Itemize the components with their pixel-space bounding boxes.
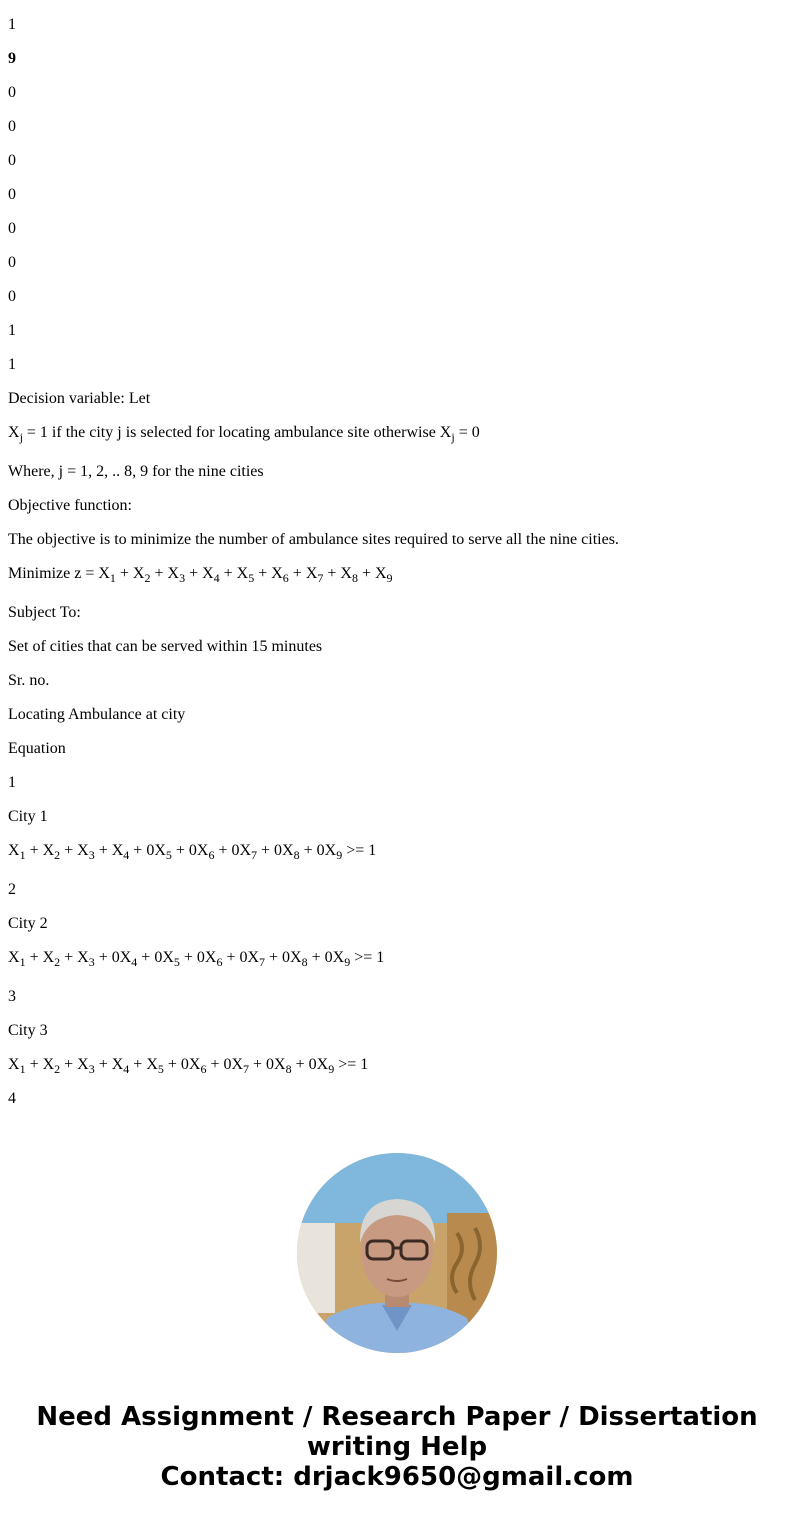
equation-subscript: 9 <box>328 1062 335 1076</box>
equation-subscript: 3 <box>88 848 95 862</box>
equation-subscript: 6 <box>282 571 289 585</box>
equation-subscript: 1 <box>19 848 26 862</box>
equation-term: + 0X <box>265 949 302 966</box>
help-banner <box>0 1402 794 1492</box>
decision-definition: $X_j = 1$ if the city j is selected for locating ambulance site otherwise $X_j = 0$ <box>8 424 480 444</box>
equation-subscript: 7 <box>259 955 266 969</box>
banner-contact: Contact: drjack9650@gmail.com <box>160 1462 634 1492</box>
equation-subscript: 8 <box>285 1062 292 1076</box>
equation-term: + 0X <box>179 949 217 966</box>
equation-subscript: 2 <box>54 1062 61 1076</box>
equation-term: + X <box>323 565 352 582</box>
equation-term: + 0X <box>257 842 294 859</box>
column-sr-no: Sr. no. <box>8 672 50 689</box>
equation-term: + X <box>150 565 180 582</box>
equation-subscript: 6 <box>216 955 223 969</box>
top-value: 0 <box>8 254 16 271</box>
equation-term: X <box>8 842 20 859</box>
subject-to-heading: Subject To: <box>8 604 81 621</box>
equation-term: + X <box>60 842 89 859</box>
row-sr-no: 2 <box>8 881 16 898</box>
top-value: 0 <box>8 220 16 237</box>
top-value: 0 <box>8 118 16 135</box>
row-sr-no: 3 <box>8 988 16 1005</box>
equation-subscript: 3 <box>88 955 95 969</box>
equation-term: + 0X <box>214 842 252 859</box>
top-value: 0 <box>8 84 16 101</box>
equation-subscript: 5 <box>157 1062 164 1076</box>
equation-term: + 0X <box>299 842 337 859</box>
equation-term: + X <box>288 565 318 582</box>
equation-subscript: 7 <box>317 571 324 585</box>
equation-term: + X <box>25 1056 55 1073</box>
objective-text: The objective is to minimize the number of ambulance sites required to serve all the nine cities. <box>8 531 619 548</box>
equation-term: X <box>8 949 20 966</box>
top-value: 0 <box>8 288 16 305</box>
equation-term: + X <box>94 1056 124 1073</box>
equation-subscript: 5 <box>173 955 180 969</box>
equation-term: + 0X <box>94 949 132 966</box>
equation-term: + 0X <box>307 949 345 966</box>
decision-where: Where, j = 1, 2, .. 8, 9 for the nine cities <box>8 463 264 480</box>
equation-subscript: 5 <box>248 571 255 585</box>
equation-subscript: 9 <box>386 571 393 585</box>
top-value: 1 <box>8 356 16 373</box>
column-locating: Locating Ambulance at city <box>8 706 186 723</box>
decision-heading: Decision variable: Let <box>8 390 151 407</box>
equation-term: + X <box>129 1056 158 1073</box>
equation-term: + 0X <box>291 1056 329 1073</box>
equation-term: + X <box>185 565 214 582</box>
row-sr-no: 4 <box>8 1090 16 1107</box>
author-photo <box>297 1153 497 1353</box>
equation-subscript: 3 <box>179 571 186 585</box>
equation-term: + X <box>219 565 249 582</box>
equation-subscript: 8 <box>351 571 358 585</box>
equation-subscript: 5 <box>165 848 172 862</box>
equation-subscript: 2 <box>144 571 151 585</box>
equation-subscript: 1 <box>19 955 26 969</box>
equation-subscript: 6 <box>200 1062 207 1076</box>
row-city: City 3 <box>8 1022 48 1039</box>
equation-subscript: 9 <box>336 848 343 862</box>
equation-term: + 0X <box>249 1056 286 1073</box>
equation-term: + 0X <box>137 949 174 966</box>
equation-term: + X <box>60 1056 89 1073</box>
top-value: 1 <box>8 322 16 339</box>
equation-subscript: 4 <box>123 848 130 862</box>
equation-term: + 0X <box>163 1056 201 1073</box>
objective-heading: Objective function: <box>8 497 132 514</box>
equation-term: + 0X <box>129 842 166 859</box>
equation-subscript: 7 <box>251 848 258 862</box>
document-body <box>8 0 788 1124</box>
banner-line: Need Assignment / Research Paper / Dissertation <box>36 1402 758 1432</box>
equation-term: + 0X <box>222 949 260 966</box>
equation-term: + 0X <box>171 842 209 859</box>
equation-term: + X <box>94 842 124 859</box>
equation-term: + X <box>25 949 55 966</box>
equation-term: + X <box>25 842 55 859</box>
column-equation: Equation <box>8 740 66 757</box>
equation-subscript: 1 <box>109 571 116 585</box>
set-of-cities-text: Set of cities that can be served within 15 minutes <box>8 638 323 655</box>
equation-subscript: 3 <box>88 1062 95 1076</box>
top-value-bold: 9 <box>8 50 16 67</box>
top-value: 1 <box>8 16 16 33</box>
row-equation: $X_1 + X_2 + X_3 + X_4 + X_5 + 0X_6 + 0X_7 + 0X_8 + 0X_9 >= 1$ <box>8 1056 369 1076</box>
row-city: City 2 <box>8 915 48 932</box>
equation-subscript: 9 <box>344 955 351 969</box>
top-value: 0 <box>8 152 16 169</box>
equation-subscript: 6 <box>208 848 215 862</box>
equation-subscript: 2 <box>54 955 61 969</box>
equation-term: X <box>98 565 110 582</box>
equation-term: + X <box>60 949 89 966</box>
equation-term: + X <box>357 565 387 582</box>
author-avatar <box>297 1153 497 1353</box>
equation-subscript: 2 <box>54 848 61 862</box>
row-equation: $X_1 + X_2 + X_3 + 0X_4 + 0X_5 + 0X_6 + 0X_7 + 0X_8 + 0X_9 >= 1$ <box>8 949 385 969</box>
equation-term: X <box>8 1056 20 1073</box>
equation-subscript: 4 <box>213 571 220 585</box>
row-equation: $X_1 + X_2 + X_3 + X_4 + 0X_5 + 0X_6 + 0X_7 + 0X_8 + 0X_9 >= 1$ <box>8 842 377 862</box>
equation-subscript: 8 <box>301 955 308 969</box>
objective-equation: Minimize $z = X_1 + X_2 + X_3 + X_4 + X_5 + X_6 + X_7 + X_8 + X_9$ <box>8 565 393 585</box>
equation-term: + 0X <box>206 1056 244 1073</box>
equation-subscript: 1 <box>19 1062 26 1076</box>
equation-subscript: 8 <box>293 848 300 862</box>
row-city: City 1 <box>8 808 48 825</box>
equation-subscript: 4 <box>123 1062 130 1076</box>
equation-subscript: 4 <box>131 955 138 969</box>
row-sr-no: 1 <box>8 774 16 791</box>
equation-term: + X <box>254 565 283 582</box>
equation-subscript: 7 <box>243 1062 250 1076</box>
equation-term: + X <box>115 565 145 582</box>
top-value: 0 <box>8 186 16 203</box>
banner-line: writing Help <box>306 1432 488 1462</box>
